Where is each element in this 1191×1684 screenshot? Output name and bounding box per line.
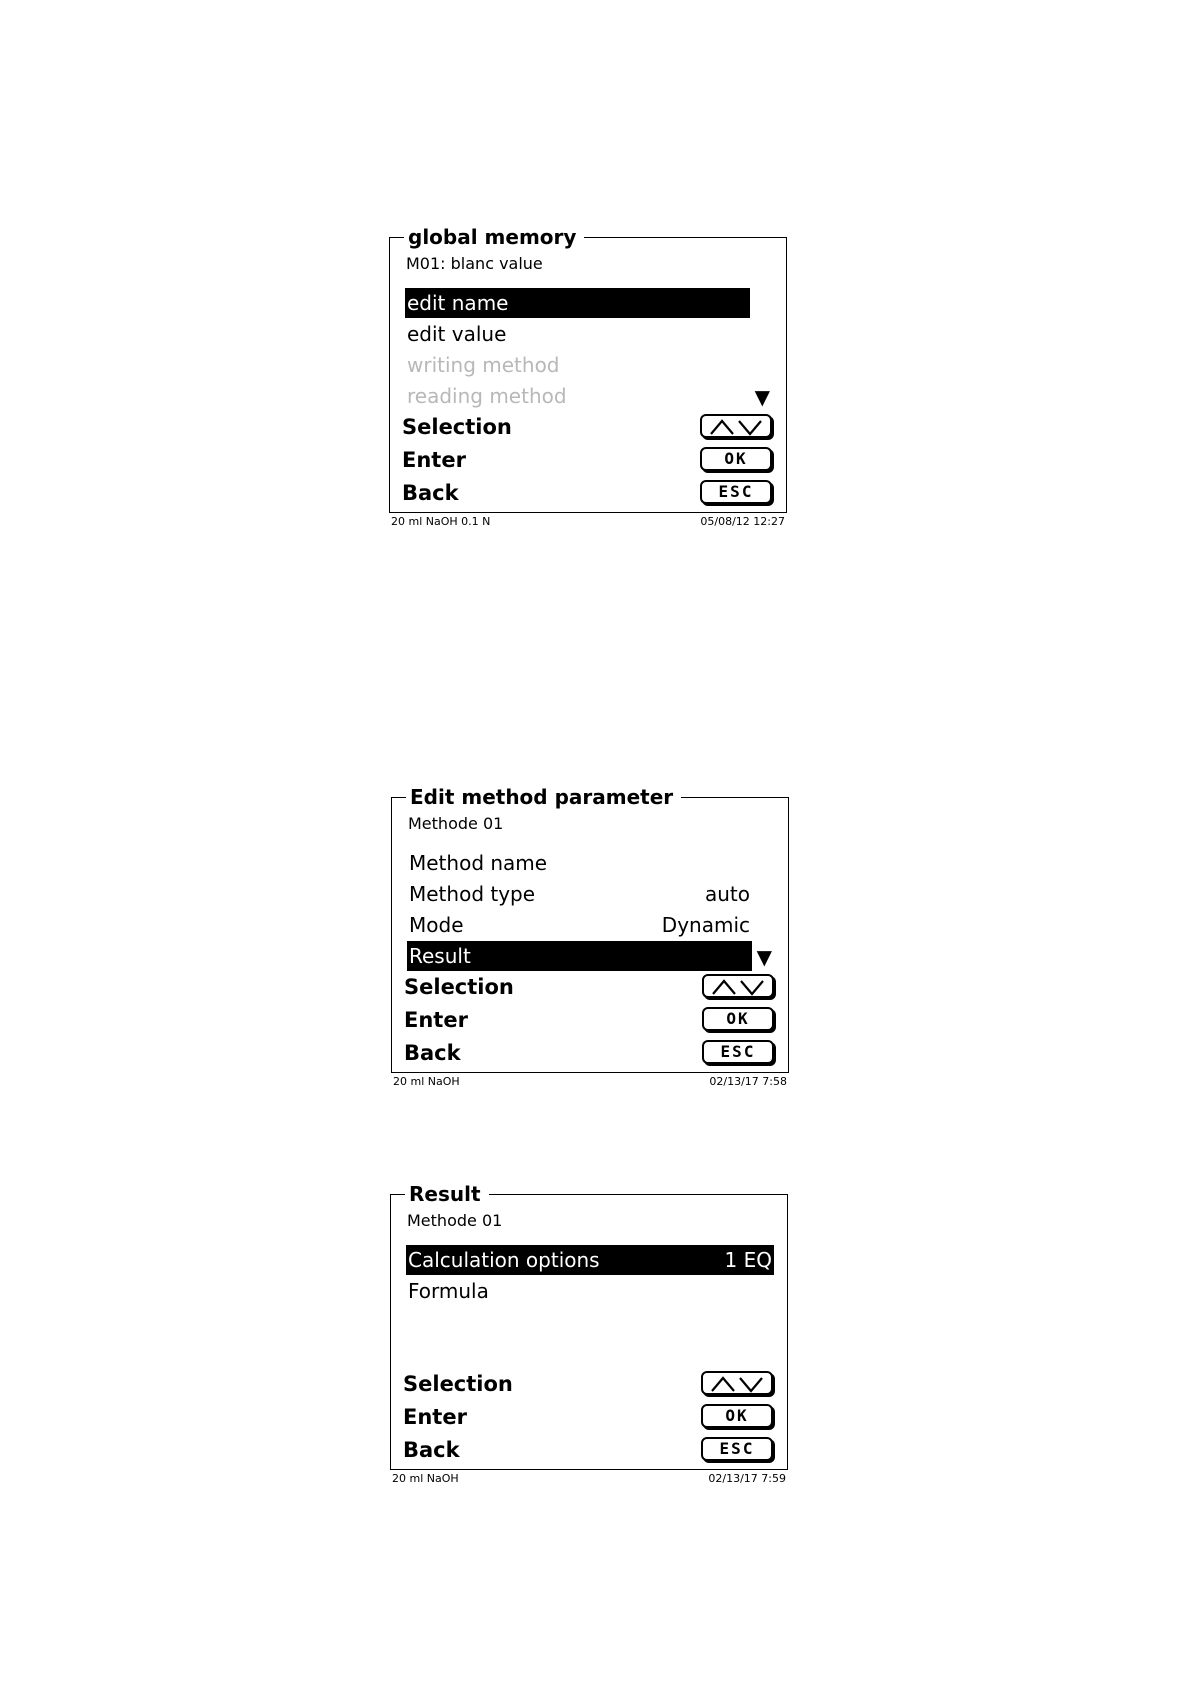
enter-row [402, 445, 772, 475]
menu-item-label: edit name [407, 291, 509, 315]
menu-item-label: Mode [409, 913, 464, 937]
selection-label: Selection [402, 415, 512, 439]
selection-row [402, 412, 772, 442]
status-datetime: 02/13/17 7:59 [708, 1472, 786, 1485]
menu-item-formula[interactable] [406, 1276, 751, 1306]
back-label: Back [402, 481, 459, 505]
menu-item-edit-value[interactable] [405, 319, 750, 349]
enter-label: Enter [402, 448, 466, 472]
status-reagent: 20 ml NaOH [393, 1075, 460, 1088]
menu-item-reading-method [405, 381, 750, 411]
menu-item-value: auto [704, 882, 750, 906]
scroll-down-icon: ▼ [754, 385, 770, 409]
up-down-button[interactable] [700, 414, 772, 438]
screen-subtitle: Methode 01 [407, 1211, 503, 1230]
back-row [403, 1435, 773, 1465]
menu-item-value: Dynamic [661, 913, 750, 937]
selection-row [404, 972, 774, 1002]
menu-item-writing-method [405, 350, 750, 380]
back-row [402, 478, 772, 508]
up-down-arrows-icon [707, 418, 765, 436]
selection-row [403, 1369, 773, 1399]
selection-label: Selection [404, 975, 514, 999]
screen-title: Result [405, 1182, 489, 1206]
status-reagent: 20 ml NaOH [392, 1472, 459, 1485]
menu-item-label: Method name [409, 851, 548, 875]
menu-item-label: writing method [407, 353, 560, 377]
menu-item-value: 1 EQ [724, 1248, 772, 1272]
menu-item-label: Calculation options [408, 1248, 600, 1272]
screen-edit-method-parameter [391, 785, 789, 1095]
ok-button[interactable]: OK [702, 1007, 774, 1031]
up-down-arrows-icon [708, 1375, 766, 1393]
screen-frame [391, 785, 789, 1073]
menu-item-result[interactable] [407, 941, 752, 971]
status-datetime: 02/13/17 7:58 [709, 1075, 787, 1088]
screen-global-memory [389, 225, 787, 535]
enter-row [404, 1005, 774, 1035]
back-label: Back [403, 1438, 460, 1462]
selection-label: Selection [403, 1372, 513, 1396]
up-down-button[interactable] [701, 1371, 773, 1395]
menu-item-label: Formula [408, 1279, 489, 1303]
up-down-button[interactable] [702, 974, 774, 998]
esc-button[interactable]: ESC [702, 1040, 774, 1064]
screen-subtitle: M01: blanc value [406, 254, 543, 273]
screen-title: global memory [404, 225, 584, 249]
menu-item-edit-name[interactable] [405, 288, 750, 318]
screen-subtitle: Methode 01 [408, 814, 504, 833]
status-datetime: 05/08/12 12:27 [700, 515, 785, 528]
screen-title: Edit method parameter [406, 785, 681, 809]
ok-button[interactable]: OK [701, 1404, 773, 1428]
menu-item-mode[interactable] [407, 910, 752, 940]
menu-item-calculation-options[interactable] [406, 1245, 774, 1275]
enter-label: Enter [404, 1008, 468, 1032]
status-reagent: 20 ml NaOH 0.1 N [391, 515, 491, 528]
menu-item-label: edit value [407, 322, 507, 346]
up-down-arrows-icon [709, 978, 767, 996]
menu-item-label: Method type [409, 882, 536, 906]
menu-item-label: Result [409, 944, 471, 968]
esc-button[interactable]: ESC [700, 480, 772, 504]
menu-item-method-name[interactable] [407, 848, 752, 878]
screen-frame [390, 1182, 788, 1470]
screen-frame [389, 225, 787, 513]
menu-item-label: reading method [407, 384, 567, 408]
screen-result [390, 1182, 788, 1492]
ok-button[interactable]: OK [700, 447, 772, 471]
back-row [404, 1038, 774, 1068]
esc-button[interactable]: ESC [701, 1437, 773, 1461]
enter-row [403, 1402, 773, 1432]
back-label: Back [404, 1041, 461, 1065]
scroll-down-icon: ▼ [756, 945, 772, 969]
menu-item-method-type[interactable] [407, 879, 752, 909]
enter-label: Enter [403, 1405, 467, 1429]
